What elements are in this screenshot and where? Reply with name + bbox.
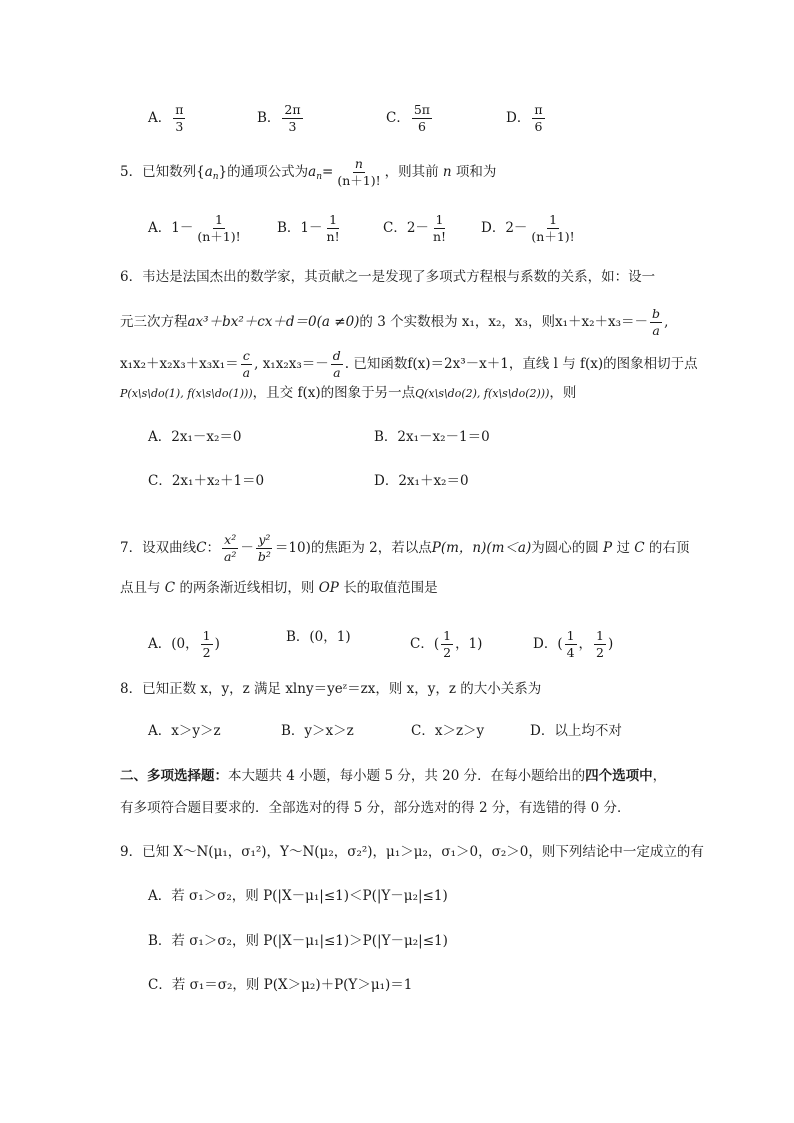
q7-line-1: 7．设双曲线C： $\frac{\text{x²}}{\text{a²}}$ － $\frac{\text{y²}}{\text{b²}}$ ＝10)的焦距为 2，若以点P(m，n)(m＜a)为圆心的圆 P 过 C 的右顶	[120, 532, 690, 564]
q4-option-b: B． $\frac{2\pi}{3}$	[257, 102, 301, 134]
q6-line-3: x₁x₂＋x₂x₃＋x₃x₁＝ $\frac{c}{a}$ , x₁x₂x₃＝－ $\frac{d}{a}$ . 已知函数f(x)＝2x³－x＋1，直线 l 与 f(x)的图象相切于点	[120, 348, 698, 380]
q4-c-fraction: $\frac{5\pi}{6}$	[413, 102, 431, 134]
q7-option-c: C．( $\frac{1}{2}$ ，1)	[410, 628, 483, 660]
q9-option-c: C．若 σ₁＝σ₂，则 P(X＞μ₂)＋P(Y＞μ₁)＝1	[148, 977, 413, 993]
q4-d-fraction: $\frac{\pi}{6}$	[534, 102, 543, 134]
q5-formula-fraction: $\frac{n}{(n+1)!}$	[337, 156, 381, 188]
q4-option-c: C． $\frac{5\pi}{6}$	[386, 102, 431, 134]
section2-header-line-2: 有多项符合题目要求的．全部选对的得 5 分，部分选对的得 2 分，有选错的得 0 分．	[120, 800, 631, 816]
q6-option-c: C．2x₁＋x₂＋1＝0	[148, 473, 265, 489]
q5-option-a: A．1－ $\frac{1}{(n+1)!}$	[148, 212, 241, 244]
q4-a-fraction: $\frac{\pi}{3}$	[175, 102, 184, 134]
q6-line-4: P(x\s\do(1), f(x\s\do(1)))，且交 f(x)的图象于另一点Q(x\s\do(2), f(x\s\do(2)))，则	[120, 385, 577, 401]
q4-option-a: A． $\frac{\pi}{3}$	[148, 102, 184, 134]
q8-option-d: D．以上均不对	[530, 723, 622, 739]
section2-header-line-1: 二、多项选择题：本大题共 4 小题，每小题 5 分，共 20 分．在每小题给出的四个选项中，	[120, 768, 667, 784]
q7-option-a: A．(0， $\frac{1}{2}$ )	[148, 628, 220, 660]
q8-option-a: A．x＞y＞z	[148, 723, 221, 739]
q9-option-b: B．若 σ₁＞σ₂，则 P(|X－μ₁|≤1)＞P(|Y－μ₂|≤1)	[148, 933, 448, 949]
q7-line-2: 点且与 C 的两条渐近线相切，则 OP 长的取值范围是	[120, 580, 438, 596]
q9-option-a: A．若 σ₁＞σ₂，则 P(|X－μ₁|≤1)＜P(|Y－μ₂|≤1)	[148, 888, 448, 904]
q6-line-1: 6．韦达是法国杰出的数学家，其贡献之一是发现了多项式方程根与系数的关系，如：设一	[120, 269, 656, 285]
q6-option-d: D．2x₁＋x₂＝0	[374, 473, 469, 489]
q8-option-c: C．x＞z＞y	[411, 723, 485, 739]
q6-option-b: B．2x₁－x₂－1＝0	[374, 429, 490, 445]
q5-option-c: C．2－ $\frac{1}{n!}$	[383, 212, 447, 244]
q5-option-b: B．1－ $\frac{1}{n!}$	[277, 212, 340, 244]
q4-option-d: D． $\frac{\pi}{6}$	[506, 102, 543, 134]
q9-stem: 9．已知 X～N(μ₁，σ₁²)，Y～N(μ₂，σ₂²)，μ₁＞μ₂，σ₁＞0，σ₂＞0，则下列结论中一定成立的有	[120, 844, 704, 860]
q8-option-b: B．y＞x＞z	[281, 723, 354, 739]
q5-option-d: D．2－ $\frac{1}{(n+1)!}$	[481, 212, 575, 244]
q7-option-b: B．(0，1)	[286, 629, 351, 645]
q6-option-a: A．2x₁－x₂＝0	[148, 429, 242, 445]
q5-stem: 5．已知数列$\{a_n\}$的通项公式为$a_n=$ $\frac{n}{(n+1)!}$ ，则其前 n 项和为	[120, 156, 497, 188]
q6-line-2: 元三次方程ax³＋bx²＋cx＋d＝0(a ≠0)的 3 个实数根为 x₁，x₂，x₃，则x₁＋x₂＋x₃＝－ $\frac{b}{a}$ ,	[120, 306, 669, 338]
q4-b-fraction: $\frac{2\pi}{3}$	[284, 102, 301, 134]
q8-stem: 8．已知正数 x，y，z 满足 xlny＝yeᶻ＝zx，则 x，y，z 的大小关系为	[120, 681, 542, 697]
q7-option-d: D．( $\frac{1}{4}$ ， $\frac{1}{2}$ )	[533, 628, 614, 660]
